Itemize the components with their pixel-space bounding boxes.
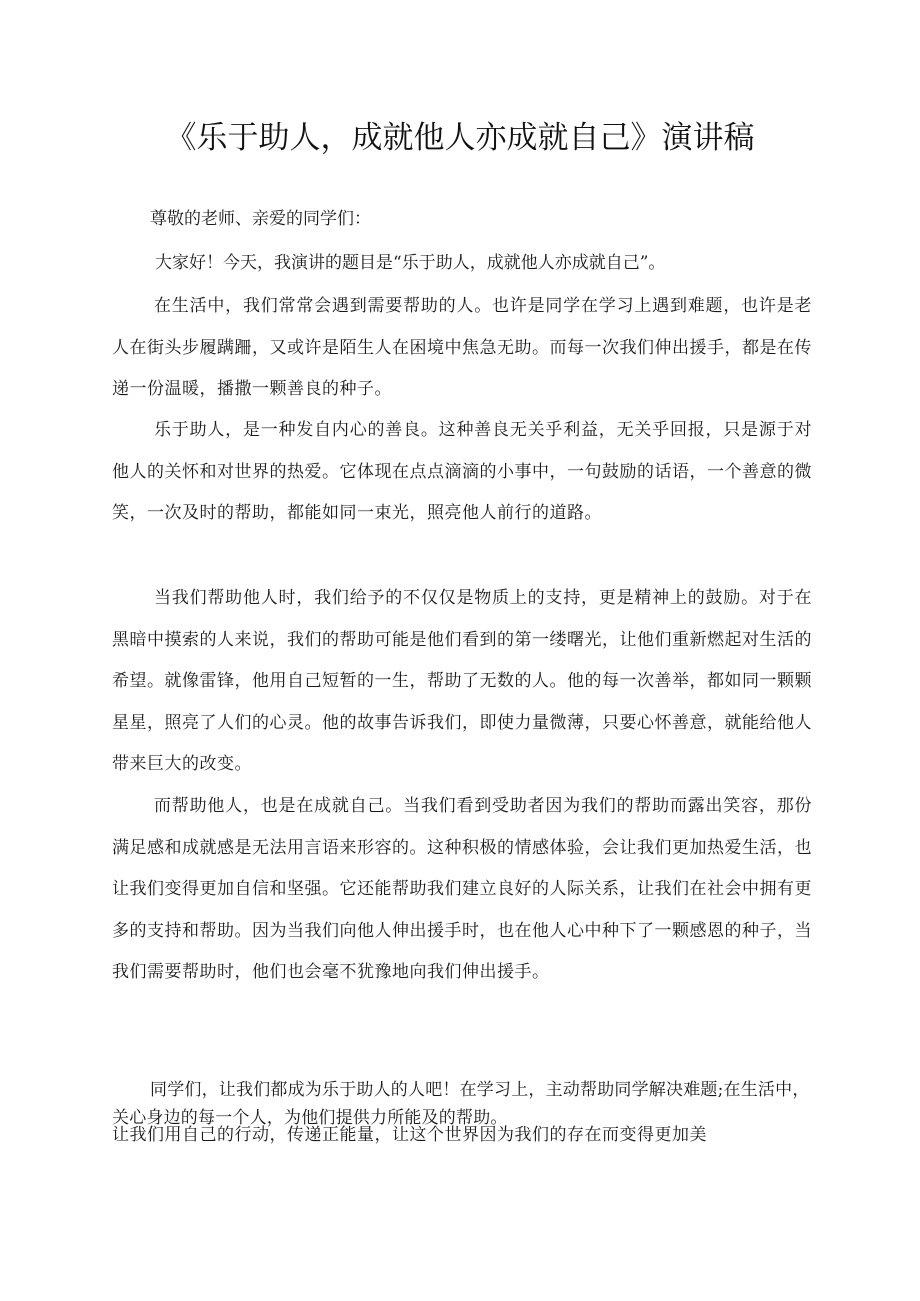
paragraph-5: 同学们，让我们都成为乐于助人的人吧！在学习上，主动帮助同学解决难题;在生活中，关心身边的每一个人，为他们提供力所能及的帮助。 — [112, 1080, 810, 1128]
salutation: 尊敬的老师、亲爱的同学们： — [150, 209, 371, 229]
paragraph-1: 在生活中，我们常常会遇到需要帮助的人。也许是同学在学习上遇到难题，也许是老人在街头步履蹒跚，又或许是陌生人在困境中焦急无助。而每一次我们伸出援手，都是在传递一份温暖，播撒一颗善良的种子。 — [112, 296, 812, 399]
greeting: 大家好！今天，我演讲的题目是“乐于助人，成就他人亦成就自己”。 — [155, 253, 666, 273]
paragraph-3: 当我们帮助他人时，我们给予的不仅仅是物质上的支持，更是精神上的鼓励。对于在黑暗中摸索的人来说，我们的帮助可能是他们看到的第一缕曙光，让他们重新燃起对生活的希望。就像雷锋，他用自己短暂的一生，帮助了无数的人。他的每一次善举，都如同一颗颗星星，照亮了人们的心灵。他的故事告诉我们，即使力量微薄，只要心怀善意，就能给他人带来巨大的改变。 — [112, 588, 812, 774]
paragraph-4: 而帮助他人，也是在成就自己。当我们看到受助者因为我们的帮助而露出笑容，那份满足感和成就感是无法用言语来形容的。这种积极的情感体验，会让我们更加热爱生活，也让我们变得更加自信和坚强。它还能帮助我们建立良好的人际关系，让我们在社会中拥有更多的支持和帮助。因为当我们向他人伸出援手时，也在他人心中种下了一颗感恩的种子，当我们需要帮助时，他们也会毫不犹豫地向我们伸出援手。 — [112, 796, 812, 982]
paragraph-6: 让我们用自己的行动，传递正能量，让这个世界因为我们的存在而变得更加美 — [112, 1125, 707, 1145]
paragraph-2: 乐于助人，是一种发自内心的善良。这种善良无关乎利益，无关乎回报，只是源于对他人的关怀和对世界的热爱。它体现在点点滴滴的小事中，一句鼓励的话语，一个善意的微笑，一次及时的帮助，都能如同一束光，照亮他人前行的道路。 — [112, 420, 812, 523]
document-title: 《乐于助人，成就他人亦成就自己》演讲稿 — [165, 120, 755, 156]
